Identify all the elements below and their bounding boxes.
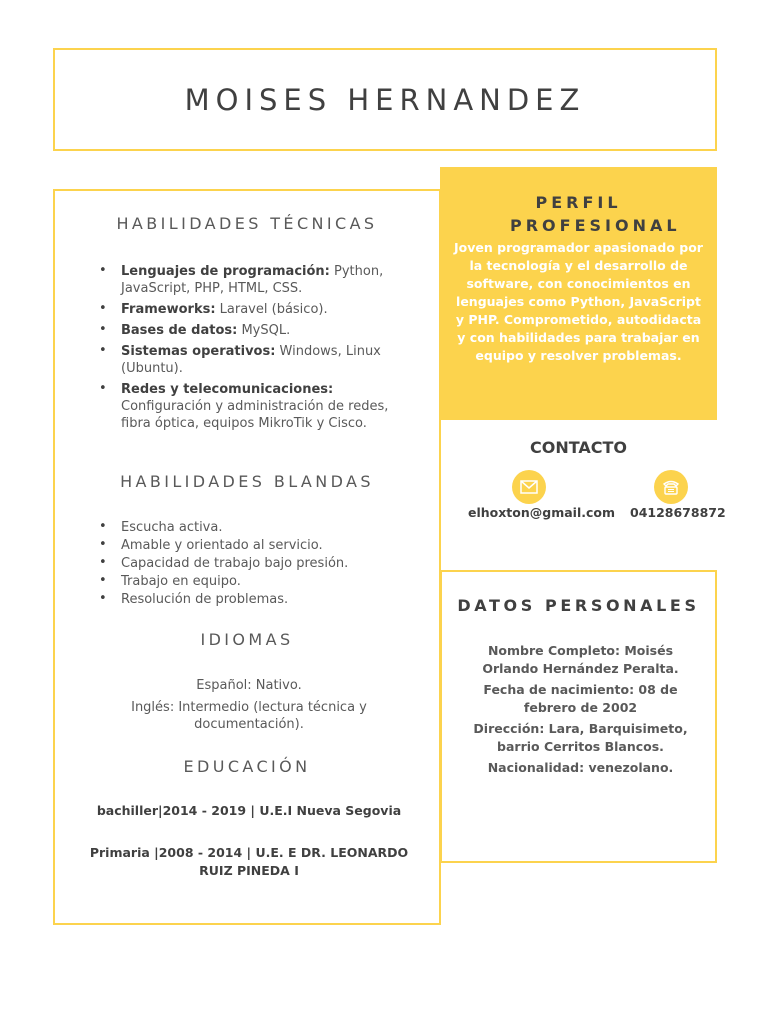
bullet-icon: • [99, 263, 107, 278]
profile-text: Joven programador apasionado por la tecnología y el desarrollo de software, con conocimientos en lenguajes como Python, JavaScript y PHP. Comprometido, autodidacta y con habilidades para trabajar en equipo y resolver problemas. [454, 240, 703, 363]
contact-title: CONTACTO [529, 438, 628, 457]
list-item: • Sistemas operativos: Windows, Linux (Ubuntu). [99, 343, 381, 376]
personal-data-list [460, 642, 701, 780]
bullet-icon: • [99, 591, 107, 606]
telephone-icon [654, 470, 688, 504]
bullet-icon: • [99, 301, 107, 316]
list-item: • Frameworks: Laravel (básico). [99, 301, 328, 317]
bullet-icon: • [99, 537, 107, 552]
profile-title: PERFIL PROFESIONAL [510, 193, 681, 235]
personal-data-box [440, 570, 717, 863]
list-item: • Lenguajes de programación: Python, JavaScript, PHP, HTML, CSS. [99, 263, 384, 296]
list-item: • Resolución de problemas. [99, 591, 289, 607]
bullet-icon: • [99, 381, 107, 396]
list-item: Dirección: Lara, Barquisimeto, barrio Cerritos Blancos. [473, 721, 688, 754]
list-item: • Trabajo en equipo. [99, 573, 241, 589]
bullet-icon: • [99, 343, 107, 358]
list-item: Fecha de nacimiento: 08 de febrero de 2002 [483, 682, 678, 715]
envelope-icon [512, 470, 546, 504]
technical-skills-list [99, 263, 399, 436]
name-header-box [53, 48, 717, 151]
soft-skills-title: HABILIDADES BLANDAS [120, 472, 374, 491]
education-item: bachiller|2014 - 2019 | U.E.I Nueva Segovia [96, 803, 402, 818]
bullet-icon: • [99, 573, 107, 588]
list-item: Nacionalidad: venezolano. [487, 760, 674, 775]
education-item: Primaria |2008 - 2014 | U.E. E DR. LEONARDO RUIZ PINEDA I [89, 845, 409, 878]
full-name: MOISES HERNANDEZ [184, 82, 586, 117]
education-title: EDUCACIÓN [183, 757, 311, 776]
list-item: • Bases de datos: MySQL. [99, 322, 291, 338]
contact-phone: 04128678872 [630, 505, 726, 520]
list-item: • Amable y orientado al servicio. [99, 537, 323, 553]
left-column-box [53, 189, 441, 925]
personal-data-title: DATOS PERSONALES [457, 596, 700, 615]
list-item: Nombre Completo: Moisés Orlando Hernández Peralta. [482, 643, 679, 676]
bullet-icon: • [99, 555, 107, 570]
soft-skills-list [99, 519, 399, 609]
technical-skills-title: HABILIDADES TÉCNICAS [116, 214, 378, 233]
language-item: Inglés: Intermedio (lectura técnica y documentación). [131, 700, 367, 732]
bullet-icon: • [99, 519, 107, 534]
bullet-icon: • [99, 322, 107, 337]
list-item: • Escucha activa. [99, 519, 223, 535]
contact-email: elhoxton@gmail.com [468, 505, 616, 520]
list-item: • Redes y telecomunicaciones: Configuración y administración de redes, fibra óptica, equipos MikroTik y Cisco. [99, 381, 389, 431]
languages-title: IDIOMAS [200, 630, 294, 649]
profile-box [440, 167, 717, 420]
list-item: • Capacidad de trabajo bajo presión. [99, 555, 349, 571]
language-item: Español: Nativo. [196, 678, 302, 693]
